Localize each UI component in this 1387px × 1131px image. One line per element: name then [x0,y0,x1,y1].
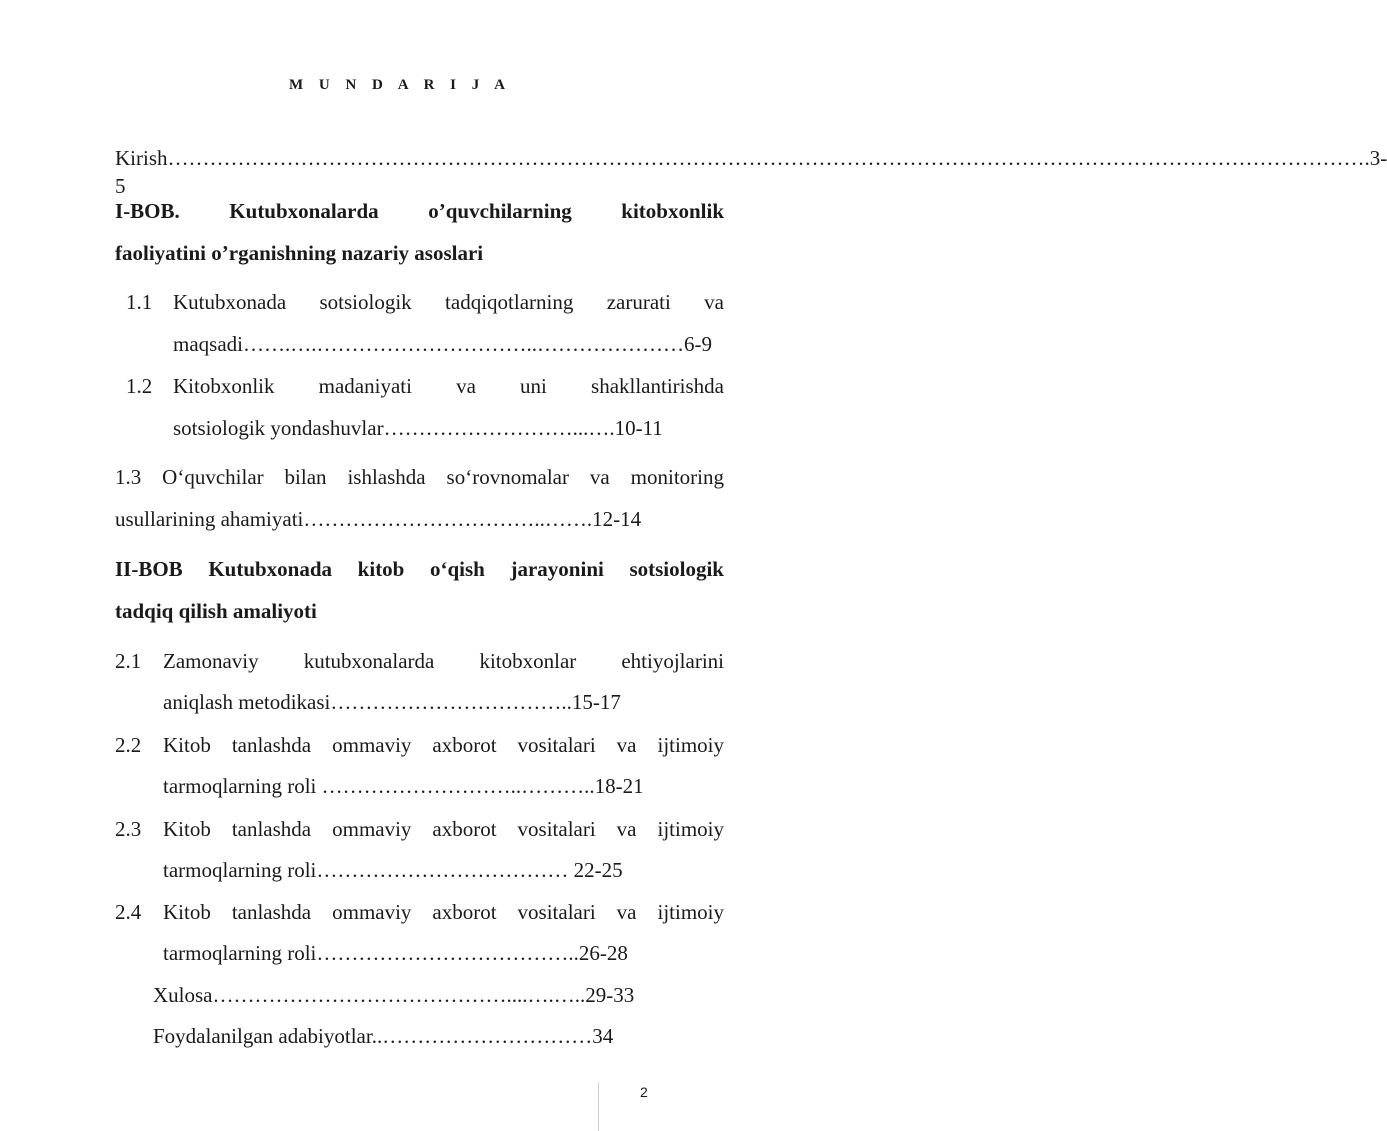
toc-entry-xulosa: Xulosa……………………………………....….…..29-33 [153,983,635,1007]
toc-entry-1-1-line-2: maqsadi…….….…………………………..…………………6-9 [173,332,712,356]
section-number-2-2: 2.2 [115,733,142,757]
section-number-1-2: 1.2 [126,374,153,398]
section-number-2-4: 2.4 [115,900,142,924]
section-number-1-1: 1.1 [126,290,153,314]
toc-entry-1-2-line-2: sotsiologik yondashuvlar………………………...….10-11 [173,416,663,440]
section-number-2-3: 2.3 [115,817,142,841]
toc-entry-kirish: Kirish……………………………………………………………………………………………………………………………………………………….3-5 [115,146,1387,198]
toc-entry-1-3-line-1: 1.3 O‘quvchilar bilan ishlashda so‘rovnomalar va monitoring [115,465,724,489]
chapter-2-heading-line-2: tadqiq qilish amaliyoti [115,599,317,623]
toc-entry-2-4-line-1: Kitob tanlashda ommaviy axborot vositalari va ijtimoiy [163,900,724,924]
section-number-2-1: 2.1 [115,649,142,673]
toc-entry-2-3-line-2: tarmoqlarning roli……………………………… 22-25 [163,858,623,882]
page-margin-rule [598,1082,599,1131]
toc-entry-1-3-line-2: usullarining ahamiyati……………………………..…….12-14 [115,507,642,531]
chapter-1-heading-line-1: I-BOB. Kutubxonalarda o’quvchilarning kitobxonlik [115,199,724,223]
toc-entry-2-3-line-1: Kitob tanlashda ommaviy axborot vositalari va ijtimoiy [163,817,724,841]
toc-entry-1-2-line-1: Kitobxonlik madaniyati va uni shakllantirishda [173,374,724,398]
toc-entry-2-2-line-1: Kitob tanlashda ommaviy axborot vositalari va ijtimoiy [163,733,724,757]
toc-entry-1-1-line-1: Kutubxonada sotsiologik tadqiqotlarning zarurati va [173,290,724,314]
toc-entry-foydalanilgan-adabiyotlar: Foydalanilgan adabiyotlar..…………………………34 [153,1024,614,1048]
page-title: M U N D A R I J A [288,77,511,93]
chapter-2-heading-line-1: II-BOB Kutubxonada kitob o‘qish jarayonini sotsiologik [115,557,724,581]
toc-entry-2-2-line-2: tarmoqlarning roli ………………………..………..18-21 [163,774,644,798]
page-number: 2 [640,1084,648,1100]
toc-entry-2-1-line-2: aniqlash metodikasi……………………………..15-17 [163,690,621,714]
chapter-1-heading-line-2: faoliyatini o’rganishning nazariy asoslari [115,241,484,265]
toc-entry-2-4-line-2: tarmoqlarning roli………………………………..26-28 [163,941,628,965]
toc-entry-2-1-line-1: Zamonaviy kutubxonalarda kitobxonlar ehtiyojlarini [163,649,724,673]
